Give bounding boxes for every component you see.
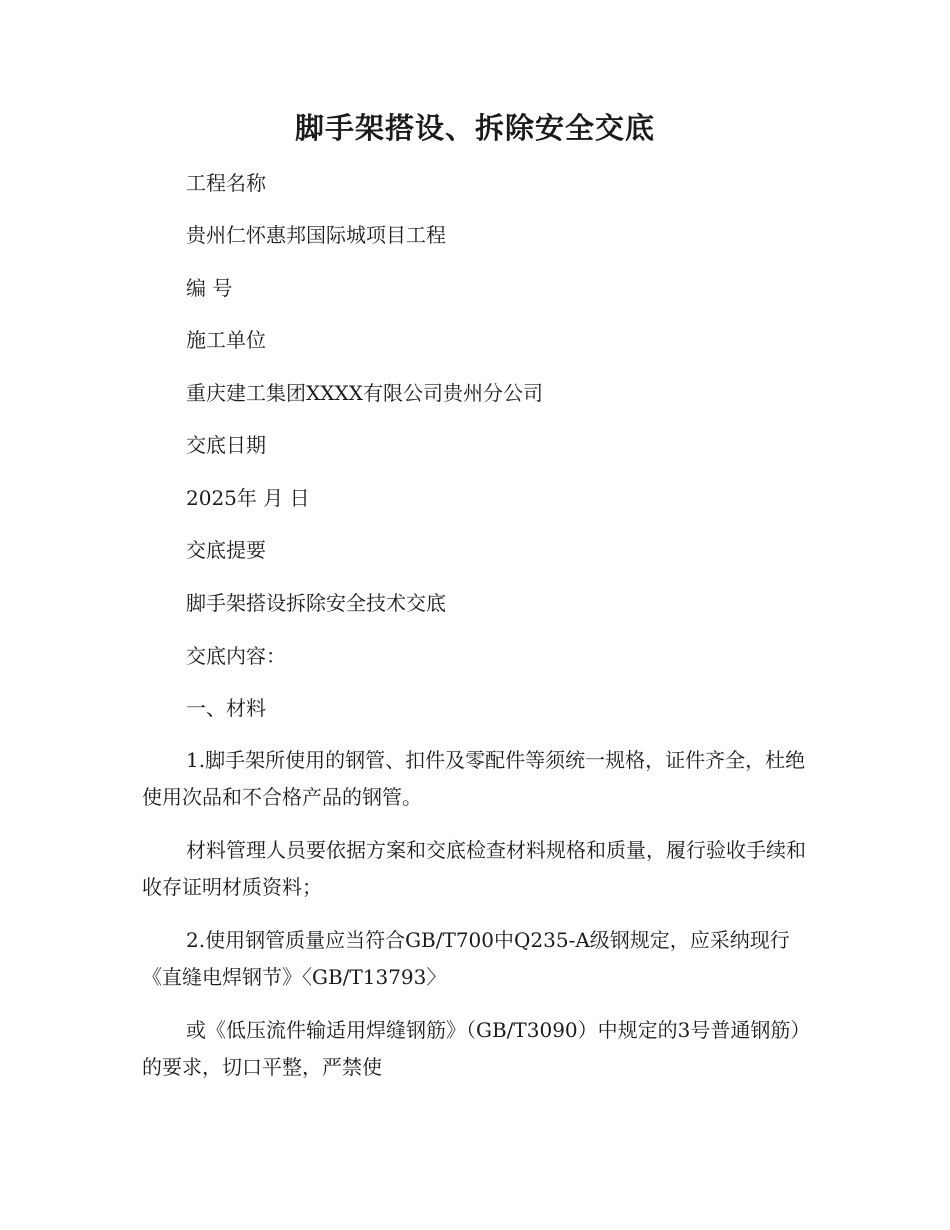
field-summary-value: 脚手架搭设拆除安全技术交底 — [186, 591, 446, 615]
field-contractor-label: 施工单位 — [186, 328, 266, 352]
field-summary-label: 交底提要 — [186, 538, 266, 562]
field-date-label: 交底日期 — [186, 433, 266, 457]
paragraph-2: 材料管理人员要依据方案和交底检查材料规格和质量，履行验收手续和收存证明材质资料； — [142, 838, 806, 899]
section-heading-materials: 一、材料 — [186, 696, 266, 720]
field-number-label: 编 号 — [186, 276, 233, 300]
field-date-value: 2025年 月 日 — [186, 486, 310, 510]
paragraph-4: 或《低压流件输适用焊缝钢筋》（GB/T3090）中规定的3号普通钢筋）的要求，切口平整，严禁使 — [142, 1018, 811, 1079]
paragraph-1: 1.脚手架所使用的钢管、扣件及零配件等须统一规格，证件齐全，杜绝使用次品和不合格产品的钢管。 — [142, 748, 806, 809]
field-content-label: 交底内容： — [186, 644, 286, 668]
paragraph-3: 2.使用钢管质量应当符合GB/T700中Q235-A级钢规定，应采纳现行《直缝电焊钢节》〈GB/T13793〉 — [142, 928, 790, 989]
document-title: 脚手架搭设、拆除安全交底 — [294, 111, 655, 145]
field-project-name-label: 工程名称 — [186, 171, 266, 195]
field-contractor-value: 重庆建工集团XXXX有限公司贵州分公司 — [186, 381, 543, 405]
field-project-name-value: 贵州仁怀惠邦国际城项目工程 — [186, 223, 446, 247]
